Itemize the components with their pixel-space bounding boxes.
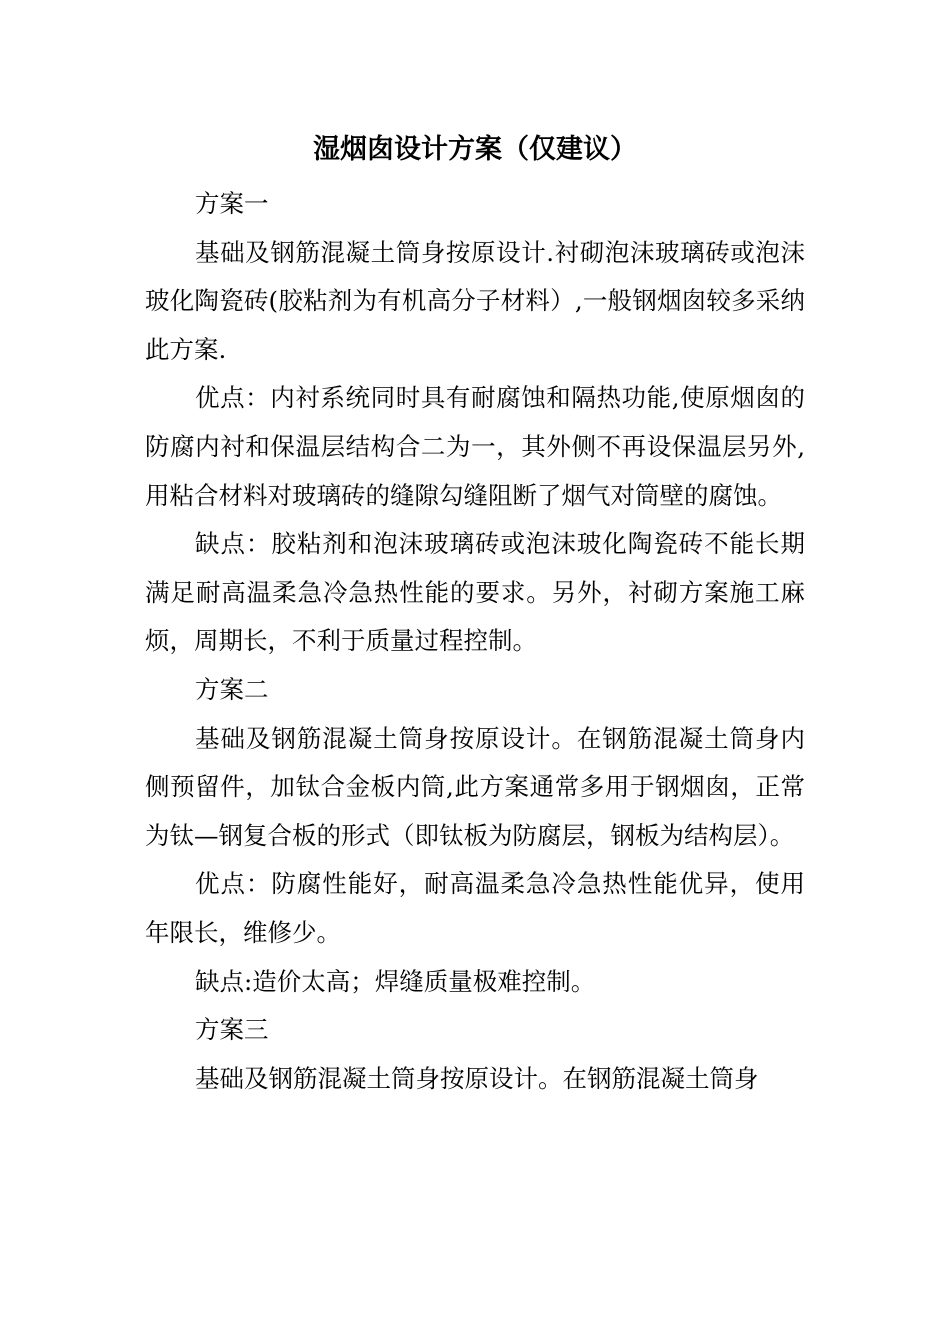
scheme-2-description: 基础及钢筋混凝土筒身按原设计。在钢筋混凝土筒身内侧预留件，加钛合金板内筒,此方案通常多用于钢烟囱，正常为钛—钢复合板的形式（即钛板为防腐层，钢板为结构层）。	[145, 723, 805, 850]
heading-scheme-1: 方案一	[195, 189, 269, 218]
scheme-3-description: 基础及钢筋混凝土筒身按原设计。在钢筋混凝土筒身	[195, 1063, 759, 1093]
scheme-1-description: 基础及钢筋混凝土筒身按原设计.衬砌泡沫玻璃砖或泡沫玻化陶瓷砖(胶粘剂为有机高分子材料）,一般钢烟囱较多采纳此方案.	[145, 237, 805, 364]
scheme-2-advantages: 优点：防腐性能好，耐高温柔急冷急热性能优异，使用年限长，维修少。	[145, 869, 805, 947]
heading-scheme-2: 方案二	[195, 674, 269, 704]
scheme-2-disadvantages: 缺点:造价太高；焊缝质量极难控制。	[195, 966, 596, 996]
heading-scheme-3: 方案三	[195, 1015, 269, 1045]
document-title: 湿烟囱设计方案（仅建议）	[313, 134, 637, 165]
scheme-1-advantages: 优点：内衬系统同时具有耐腐蚀和隔热功能,使原烟囱的防腐内衬和保温层结构合二为一，其外侧不再设保温层另外,用粘合材料对玻璃砖的缝隙勾缝阻断了烟气对筒壁的腐蚀。	[145, 383, 805, 510]
document-body	[145, 180, 805, 1103]
scheme-1-disadvantages: 缺点：胶粘剂和泡沫玻璃砖或泡沫玻化陶瓷砖不能长期满足耐高温柔急冷急热性能的要求。另外，衬砌方案施工麻烦，周期长，不利于质量过程控制。	[145, 529, 805, 656]
